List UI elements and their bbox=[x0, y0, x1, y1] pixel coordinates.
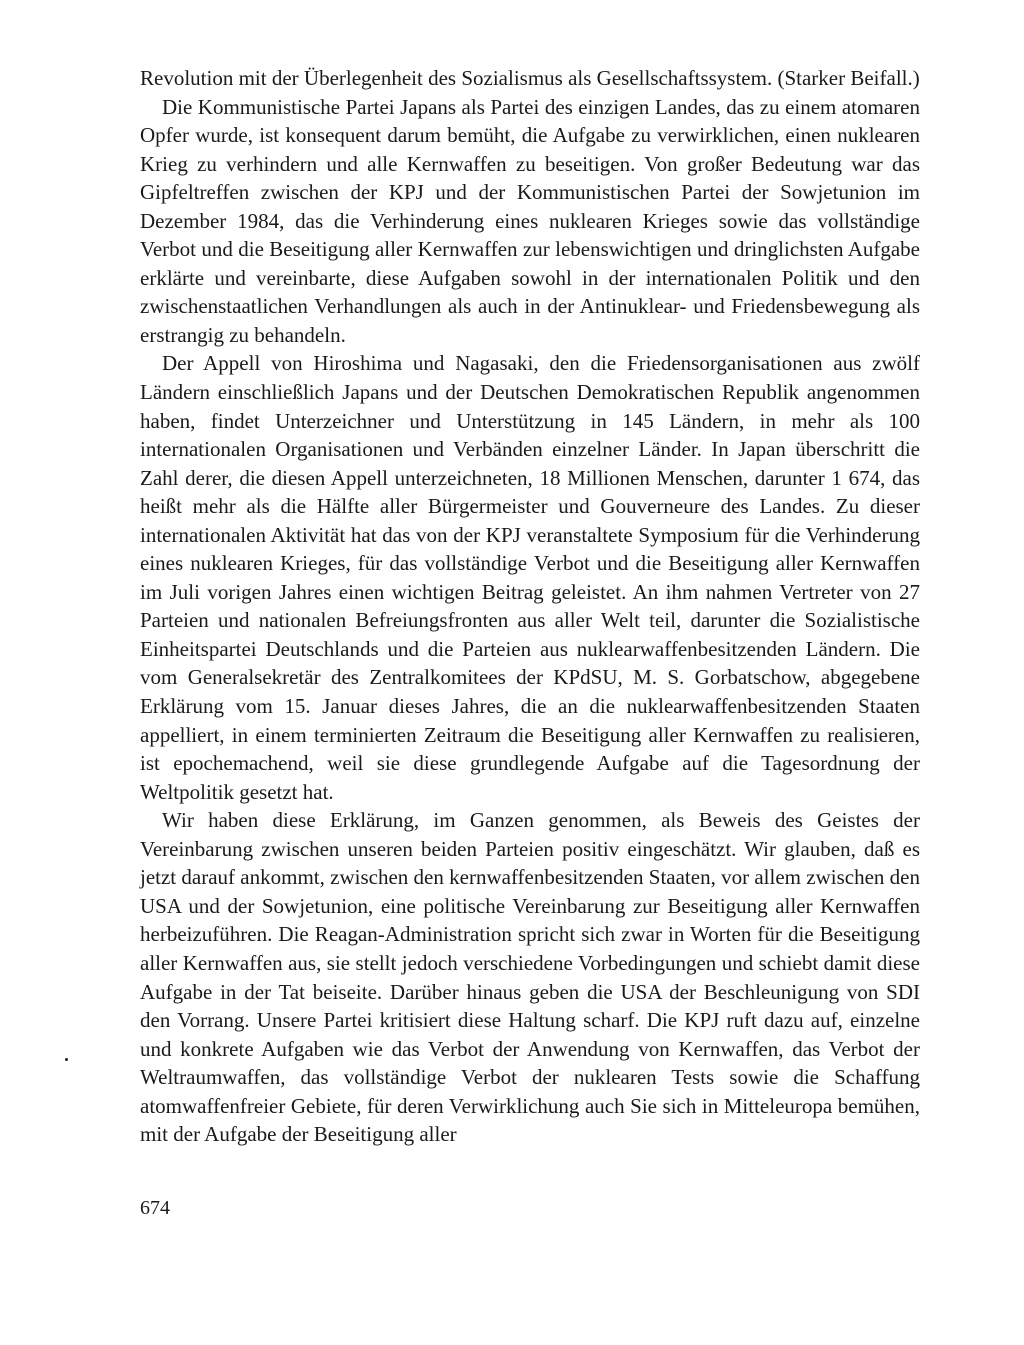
paragraph-continuation: Revolution mit der Überlegenheit des Sozialismus als Gesellschaftssystem. (Starker Beifall.) bbox=[140, 66, 920, 90]
body-text bbox=[140, 64, 920, 1149]
page-number: 674 bbox=[140, 1197, 170, 1219]
paragraph-hiroshima-appeal: Der Appell von Hiroshima und Nagasaki, den die Friedensorganisationen aus zwölf Ländern einschließlich Japans und der Deutschen Demokratischen Republik angenommen haben, findet Unterzeichner und Unterstützung in 145 Ländern, in mehr als 100 internationalen Organisationen und Verbänden einzelner Länder. In Japan überschritt die Zahl derer, die diesen Appell unterzeichneten, 18 Millionen Menschen, darunter 1 674, das heißt mehr als die Hälfte aller Bürgermeister und Gouverneure des Landes. Zu dieser internationalen Aktivität hat das von der KPJ veranstaltete Symposium für die Verhinderung eines nuklearen Krieges, für das vollständige Verbot und die Beseitigung aller Kernwaffen im Juli vorigen Jahres einen wichtigen Beitrag geleistet. An ihm nahmen Vertreter von 27 Parteien und nationalen Befreiungsfronten aus aller Welt teil, darunter die Sozialistische Einheitspartei Deutschlands und die Parteien aus nuklearwaffenbesitzenden Ländern. Die vom Generalsekretär des Zentralkomitees der KPdSU, M. S. Gorbatschow, abgegebene Erklärung vom 15. Januar dieses Jahres, die an die nuklearwaffenbesitzenden Staaten appelliert, in einem terminierten Zeitraum die Beseitigung aller Kernwaffen zu realisieren, ist epochemachend, weil sie diese grundlegende Aufgabe auf die Tagesordnung der Weltpolitik gesetzt hat. bbox=[140, 351, 920, 804]
margin-mark bbox=[65, 1058, 68, 1061]
paragraph-declaration-assessment: Wir haben diese Erklärung, im Ganzen genommen, als Beweis des Geistes der Vereinbarung zwischen unseren beiden Parteien positiv eingeschätzt. Wir glauben, daß es jetzt darauf ankommt, zwischen den kernwaffenbesitzenden Staaten, vor allem zwischen den USA und der Sowjetunion, eine politische Vereinbarung zur Beseitigung aller Kernwaffen herbeizuführen. Die Reagan-Administration spricht sich zwar in Worten für die Beseitigung aller Kernwaffen aus, sie stellt jedoch verschiedene Vorbedingungen und schiebt damit diese Aufgabe in der Tat beiseite. Darüber hinaus geben die USA der Beschleunigung von SDI den Vorrang. Unsere Partei kritisiert diese Haltung scharf. Die KPJ ruft dazu auf, einzelne und konkrete Aufgaben wie das Verbot der Anwendung von Kernwaffen, das Verbot der Weltraumwaffen, das vollständige Verbot der nuklearen Tests sowie die Schaffung atomwaffenfreier Gebiete, für deren Verwirklichung auch Sie sich in Mitteleuropa bemühen, mit der Aufgabe der Beseitigung aller bbox=[140, 808, 920, 1147]
paragraph-kpj-nuclear: Die Kommunistische Partei Japans als Partei des einzigen Landes, das zu einem atomaren Opfer wurde, ist konsequent darum bemüht, die Aufgabe zu verwirklichen, einen nuklearen Krieg zu verhindern und alle Kernwaffen zu beseitigen. Von großer Bedeutung war das Gipfeltreffen zwischen der KPJ und der Kommunistischen Partei der Sowjetunion im Dezember 1984, das die Verhinderung eines nuklearen Krieges sowie das vollständige Verbot und die Beseitigung aller Kernwaffen zur lebenswichtigen und dringlichsten Aufgabe erklärte und vereinbarte, diese Aufgaben sowohl in der internationalen Politik und den zwischenstaatlichen Verhandlungen als auch in der Antinuklear- und Friedensbewegung als erstrangig zu behandeln. bbox=[140, 94, 920, 347]
